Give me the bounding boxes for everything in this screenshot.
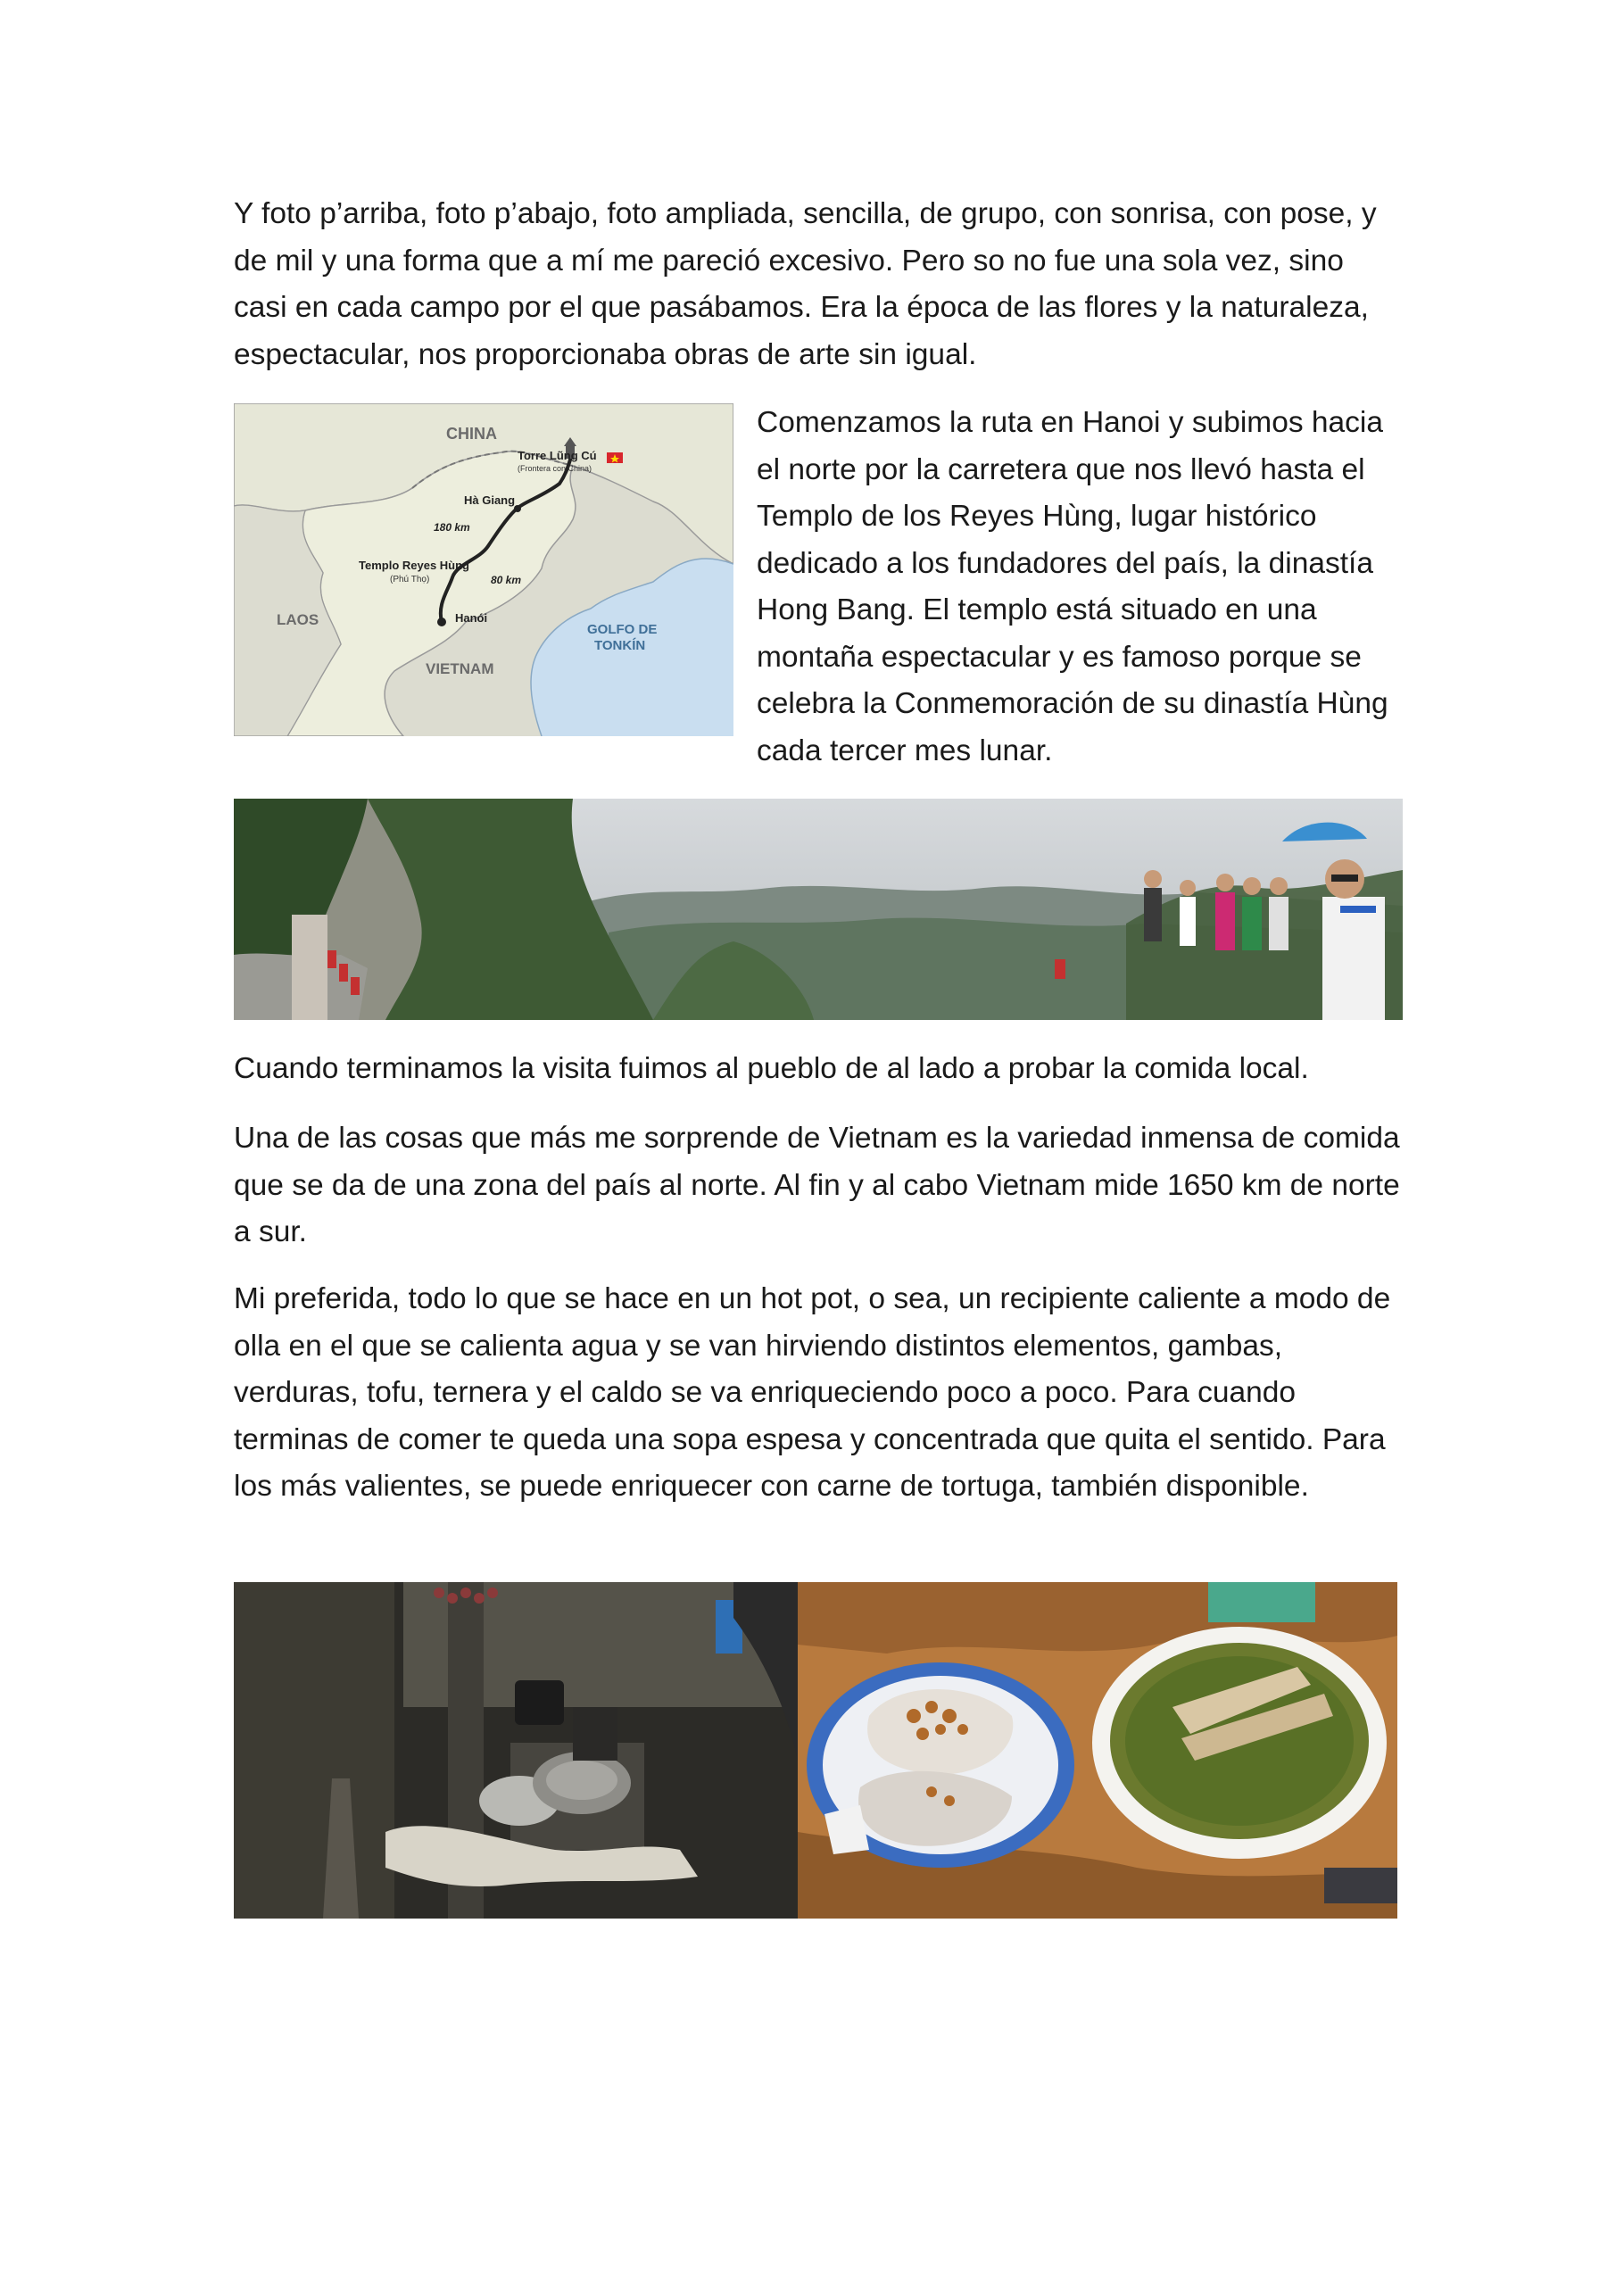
map-label-torre: Torre Lũng Cú (518, 449, 597, 462)
map-label-china: CHINA (446, 425, 497, 443)
mountain-panorama-photo (234, 799, 1403, 1020)
paragraph-hot-pot: Mi preferida, todo lo que se hace en un hot pot, o sea, un recipiente caliente a modo de olla en el que se calienta agua y se van hirviendo distintos elementos, gambas, verduras, tofu, ternera y el caldo se va enriqueciendo poco a poco. Para cuando terminas de comer te queda una sopa espesa y concentrada que quita el sentido. Para los más valientes, se puede enriquecer con carne de tortuga, también disponible. (234, 1282, 1391, 1503)
map-label-tonkin: TONKÍN (594, 638, 646, 653)
map-label-80km: 80 km (491, 574, 522, 586)
food-dishes-photo (798, 1582, 1397, 1919)
paragraph-photos: Y foto p’arriba, foto p’abajo, foto ampliada, sencilla, de grupo, con sonrisa, con pose, y de mil y una forma que a mí me pareció excesivo. Pero so no fue una sola vez, sino casi en cada campo por el que pasábamos. Era la época de las flores y la naturaleza, espectacular, nos proporcionaba obras de arte sin igual. (234, 197, 1377, 371)
paragraph-food-variety: Una de las cosas que más me sorprende de Vietnam es la variedad inmensa de comida que se da de una zona del país al norte. Al fin y al cabo Vietnam mide 1650 km de norte a sur. (234, 1122, 1400, 1248)
vietnam-flag-icon (607, 452, 623, 463)
kitchen-stove-photo (234, 1582, 798, 1919)
map-label-180km: 180 km (434, 521, 470, 534)
map-label-vietnam: VIETNAM (426, 660, 494, 677)
map-label-golfo: GOLFO DE (587, 622, 658, 637)
map-label-laos: LAOS (277, 611, 319, 628)
map-label-phu-tho: (Phú Thọ) (390, 575, 430, 584)
map-label-hanoi: Hanói (455, 611, 488, 625)
map-label-templo: Templo Reyes Hùng (359, 559, 470, 572)
map-label-frontera: (Frontera con China) (518, 464, 592, 473)
paragraph-route: Comenzamos la ruta en Hanoi y subimos hacia el norte por la carretera que nos llevó hasta el Templo de los Reyes Hùng, lugar histórico dedicado a los fundadores del país, la dinastía Hong Bang. El templo está situado en una montaña espectacular y es famoso porque se celebra la Conmemoración de su dinastía Hùng cada tercer mes lunar. (757, 406, 1388, 767)
route-map (234, 403, 733, 736)
paragraph-visit: Cuando terminamos la visita fuimos al pueblo de al lado a probar la comida local. (234, 1052, 1309, 1085)
map-label-ha-giang: Hà Giang (464, 493, 516, 507)
route-map-figure (234, 403, 733, 736)
